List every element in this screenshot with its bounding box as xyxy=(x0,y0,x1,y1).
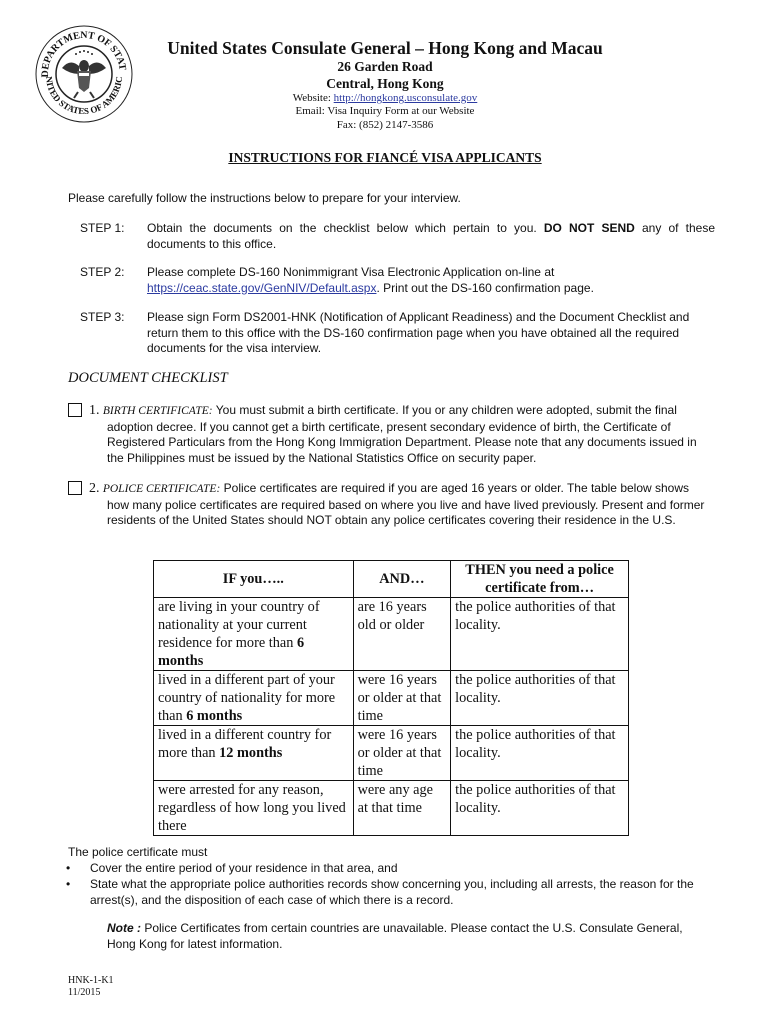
police-must-text: The police certificate must xyxy=(68,845,208,859)
table-cell xyxy=(154,598,354,671)
item-2-caption: POLICE CERTIFICATE xyxy=(102,483,217,495)
item-2-text: Police certificates are required if you are aged 16 years or older. The table below shows how many police certificates are required based on where you live and have lived previously. Present and former residents of the United States should NOT obtain any police certificates covering their residence in the U.S. xyxy=(107,481,705,527)
website-link[interactable]: http://hongkong.usconsulate.gov xyxy=(333,92,478,104)
address-line-2: Central, Hong Kong xyxy=(326,76,444,91)
address-line-1: 26 Garden Road xyxy=(337,59,433,74)
cell-text: lived in a different country for more than xyxy=(158,727,332,761)
note-block xyxy=(107,921,702,952)
step-2-text xyxy=(147,265,715,296)
table-cell: the police authorities of that locality. xyxy=(451,671,629,726)
note-text: Police Certificates from certain countries are unavailable. Please contact the U.S. Consulate General, Hong Kong for latest information. xyxy=(107,921,683,951)
step-1-text xyxy=(147,221,715,252)
table-row xyxy=(154,781,629,836)
svg-text:UNITED STATES OF AMERICA: NITED STATES OF AMERIC xyxy=(43,75,125,117)
cell-text: were arrested for any reason, regardless of how long you lived there xyxy=(158,782,346,834)
item-1-caption: BIRTH CERTIFICATE xyxy=(102,405,209,417)
bullet-item-1: Cover the entire period of your residence in that area, and xyxy=(90,861,398,875)
step-1-text-b: any of these documents to this office. xyxy=(147,221,716,251)
step-3-text: Please sign Form DS2001-HNK (Notification of Applicant Readiness) and the Document Checklist and return them to this office with the DS-160 confirmation page when you have obtained all the required documents for the visa interview. xyxy=(147,310,690,355)
table-cell: the police authorities of that locality. xyxy=(451,598,629,671)
step-1-bold: DO NOT SEND xyxy=(543,221,635,235)
item-2-colon: : xyxy=(216,483,221,495)
table-cell: the police authorities of that locality. xyxy=(451,781,629,836)
table-cell xyxy=(154,671,354,726)
svg-text:DEPARTMENT OF STATE: DEPARTMENT OF STAT xyxy=(39,29,128,78)
step-2-label: STEP 2: xyxy=(80,265,125,279)
table-cell xyxy=(154,781,354,836)
item-2-number: 2. xyxy=(89,481,100,496)
table-header-row xyxy=(154,561,629,598)
website-label: Website: xyxy=(292,92,334,104)
document-heading: INSTRUCTIONS FOR FIANCÉ VISA APPLICANTS xyxy=(228,150,542,165)
cell-text: lived in a different part of your country of nationality for more than xyxy=(158,672,336,724)
table-cell: are 16 years old or older xyxy=(353,598,451,671)
step-3-label: STEP 3: xyxy=(80,310,125,324)
step-1-label: STEP 1: xyxy=(80,221,125,235)
consulate-title: United States Consulate General – Hong Kong and Macau xyxy=(167,38,603,58)
table-row xyxy=(154,671,629,726)
table-cell xyxy=(154,726,354,781)
bullet-item-2: State what the appropriate police authorities records show concerning you, including all arrests, the reason for the arrest(s), and the disposition of each case of which there is a record. xyxy=(90,877,694,907)
item-1-number: 1. xyxy=(89,403,100,418)
step-2-text-b: . Print out the DS-160 confirmation page. xyxy=(376,280,594,295)
table-cell: were 16 years or older at that time xyxy=(353,671,451,726)
table-row xyxy=(154,598,629,671)
table-header-and: AND… xyxy=(353,561,451,598)
table-header-if: IF you….. xyxy=(154,561,354,598)
police-certificate-table xyxy=(153,560,629,836)
checklist-heading: DOCUMENT CHECKLIST xyxy=(68,370,228,386)
item-1-text: You must submit a birth certificate. If you or any children were adopted, submit the final adoption decree. If you cannot get a birth certificate, present secondary evidence of birth, the Certificate of Registered Particulars from the Hong Kong Immigration Department. Please note that any documents issued in the Philippines must be issued by the National Statistics Office on security paper. xyxy=(107,403,697,465)
cell-bold: 12 months xyxy=(219,745,283,761)
table-header-then: THEN you need a police certificate from… xyxy=(451,561,629,598)
table-cell: were any age at that time xyxy=(353,781,451,836)
step-1-text-a: Obtain the documents on the checklist below which pertain to you. xyxy=(147,221,544,235)
form-code: HNK-1-K1 xyxy=(68,975,114,986)
form-date: 11/2015 xyxy=(68,987,101,998)
cell-bold: 6 months xyxy=(186,708,243,724)
birth-certificate-checkbox[interactable] xyxy=(68,403,82,417)
table-row xyxy=(154,726,629,781)
cell-bold: 6 months xyxy=(158,635,305,669)
email-line: Email: Visa Inquiry Form at our Website xyxy=(295,105,475,117)
step-2-text-a: Please complete DS-160 Nonimmigrant Visa Electronic Application on-line at xyxy=(147,265,555,279)
police-certificate-checkbox[interactable] xyxy=(68,481,82,495)
cell-text: are living in your country of nationality at your current residence for more than xyxy=(158,599,320,651)
bullet-icon: • xyxy=(66,877,71,891)
fax-line: Fax: (852) 2147-3586 xyxy=(336,119,434,131)
note-label: Note : xyxy=(107,921,141,935)
checklist-item-2 xyxy=(89,481,714,529)
ceac-link[interactable]: https://ceac.state.gov/GenNIV/Default.aspx xyxy=(147,280,377,295)
item-1-colon: : xyxy=(208,405,213,417)
bullet-icon: • xyxy=(66,861,71,875)
checklist-item-1 xyxy=(89,403,714,466)
table-cell: were 16 years or older at that time xyxy=(353,726,451,781)
website-line xyxy=(0,92,770,104)
intro-text: Please carefully follow the instructions below to prepare for your interview. xyxy=(68,191,461,205)
table-cell: the police authorities of that locality. xyxy=(451,726,629,781)
